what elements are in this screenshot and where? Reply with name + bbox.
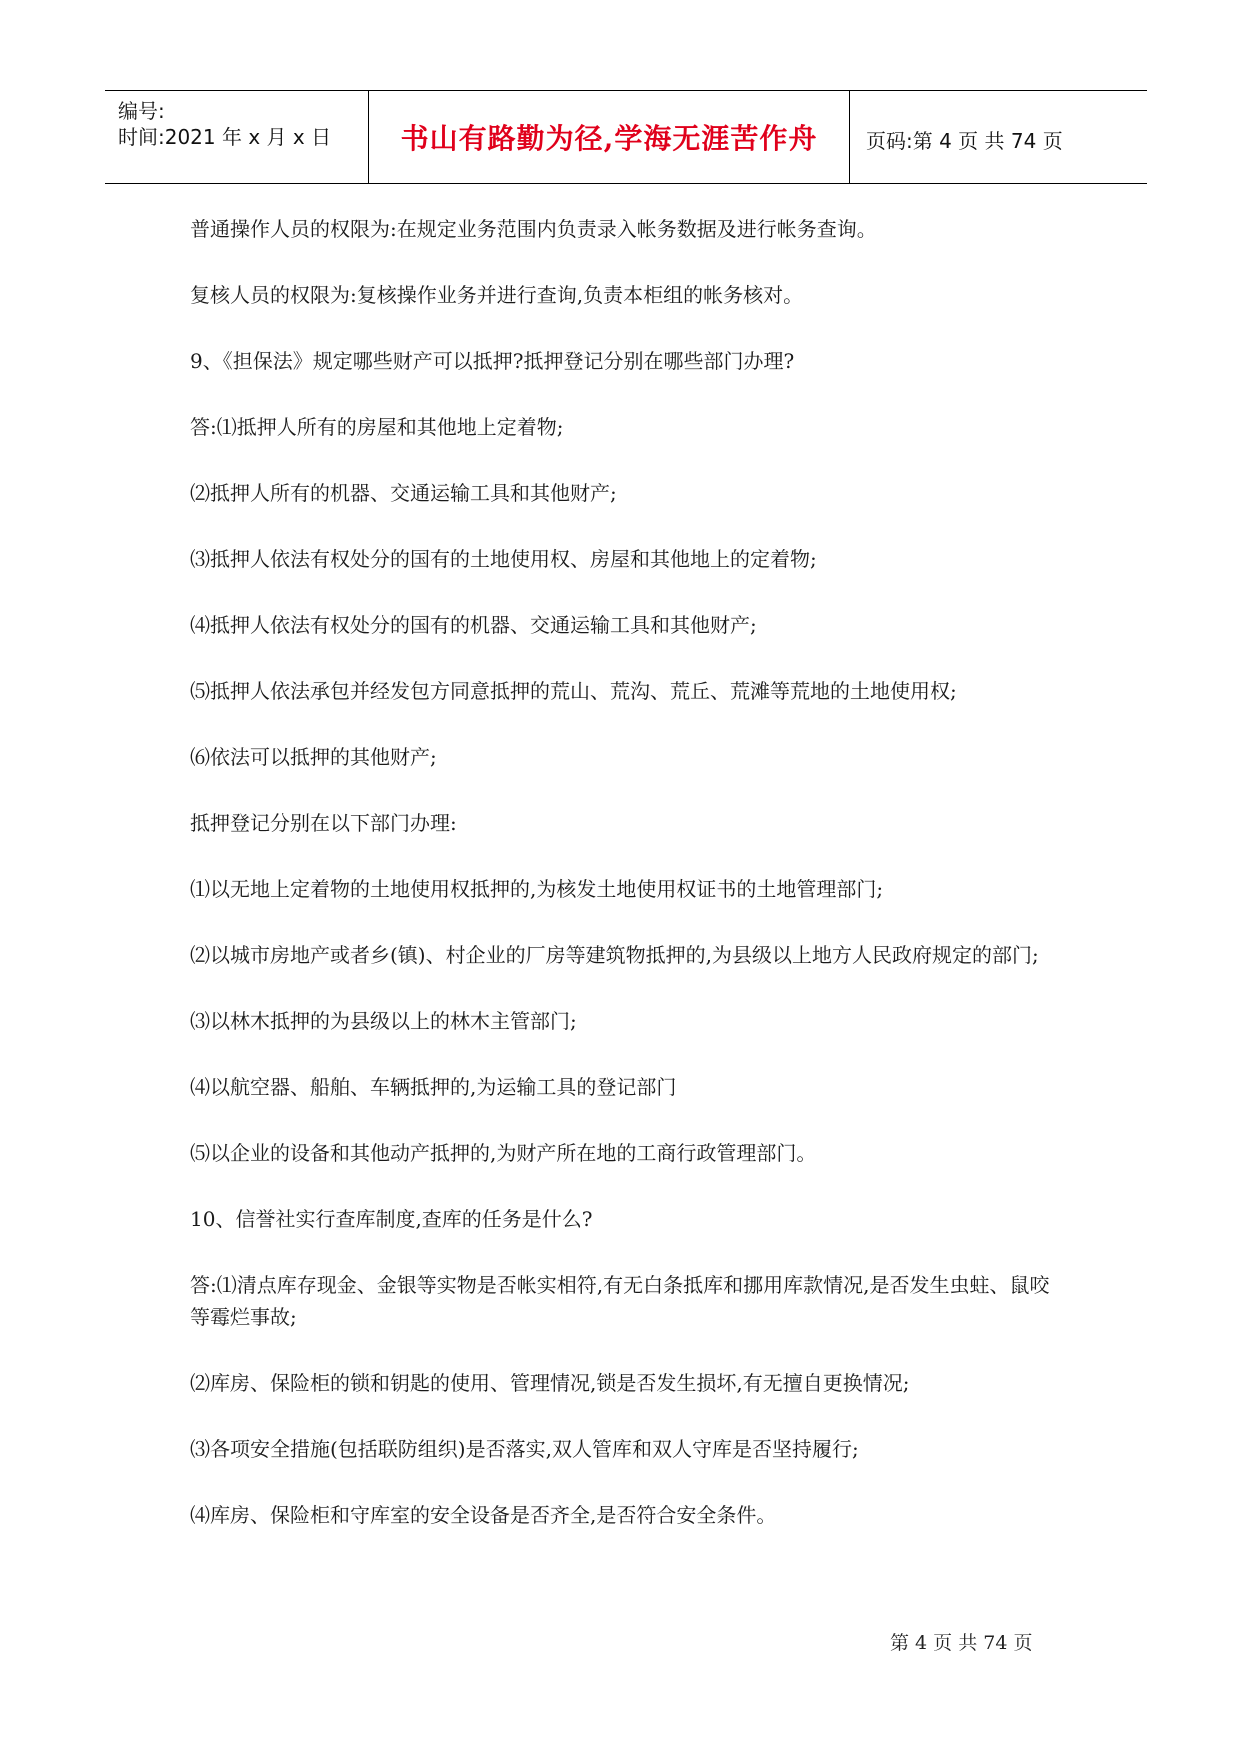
paragraph: ⑷以航空器、船舶、车辆抵押的,为运输工具的登记部门 (190, 1075, 677, 1099)
paragraph: 答:⑴清点库存现金、金银等实物是否帐实相符,有无白条抵库和挪用库款情况,是否发生虫蛀、鼠咬等霉烂事故; (190, 1273, 1050, 1329)
paragraph: ⑵以城市房地产或者乡(镇)、村企业的厂房等建筑物抵押的,为县级以上地方人民政府规定的部门; (190, 943, 1039, 967)
header-motto-cell (369, 91, 850, 183)
question-heading: 9、《担保法》规定哪些财产可以抵押?抵押登记分别在哪些部门办理? (190, 349, 795, 373)
header-meta-cell (105, 91, 369, 183)
paragraph: ⑷库房、保险柜和守库室的安全设备是否齐全,是否符合安全条件。 (190, 1503, 777, 1527)
header-page-info: 页码:第 4 页 共 74 页 (866, 129, 1063, 153)
document-body (190, 213, 1065, 1531)
paragraph: ⑷抵押人依法有权处分的国有的机器、交通运输工具和其他财产; (190, 613, 757, 637)
page-header (105, 90, 1147, 184)
paragraph: ⑸抵押人依法承包并经发包方同意抵押的荒山、荒沟、荒丘、荒滩等荒地的土地使用权; (190, 679, 957, 703)
question-heading: 10、信誉社实行查库制度,查库的任务是什么? (190, 1207, 593, 1231)
paragraph: ⑵库房、保险柜的锁和钥匙的使用、管理情况,锁是否发生损坏,有无擅自更换情况; (190, 1371, 910, 1395)
header-motto: 书山有路勤为径,学海无涯苦作舟 (400, 122, 818, 155)
date-label: 时间:2021 年 x 月 x 日 (118, 125, 332, 149)
paragraph: ⑶以林木抵押的为县级以上的林木主管部门; (190, 1009, 577, 1033)
paragraph: ⑸以企业的设备和其他动产抵押的,为财产所在地的工商行政管理部门。 (190, 1141, 817, 1165)
paragraph: ⑶抵押人依法有权处分的国有的土地使用权、房屋和其他地上的定着物; (190, 547, 817, 571)
paragraph: ⑴以无地上定着物的土地使用权抵押的,为核发土地使用权证书的土地管理部门; (190, 877, 884, 901)
paragraph: 答:⑴抵押人所有的房屋和其他地上定着物; (190, 415, 564, 439)
paragraph: 复核人员的权限为:复核操作业务并进行查询,负责本柜组的帐务核对。 (190, 283, 804, 307)
paragraph: ⑵抵押人所有的机器、交通运输工具和其他财产; (190, 481, 617, 505)
paragraph: 抵押登记分别在以下部门办理: (190, 811, 457, 835)
paragraph: ⑶各项安全措施(包括联防组织)是否落实,双人管库和双人守库是否坚持履行; (190, 1437, 859, 1461)
paragraph: 普通操作人员的权限为:在规定业务范围内负责录入帐务数据及进行帐务查询。 (190, 217, 877, 241)
header-page-cell (851, 91, 1147, 183)
page-footer-number: 第 4 页 共 74 页 (890, 1632, 1033, 1654)
paragraph: ⑹依法可以抵押的其他财产; (190, 745, 437, 769)
serial-number-label: 编号: (118, 99, 165, 123)
